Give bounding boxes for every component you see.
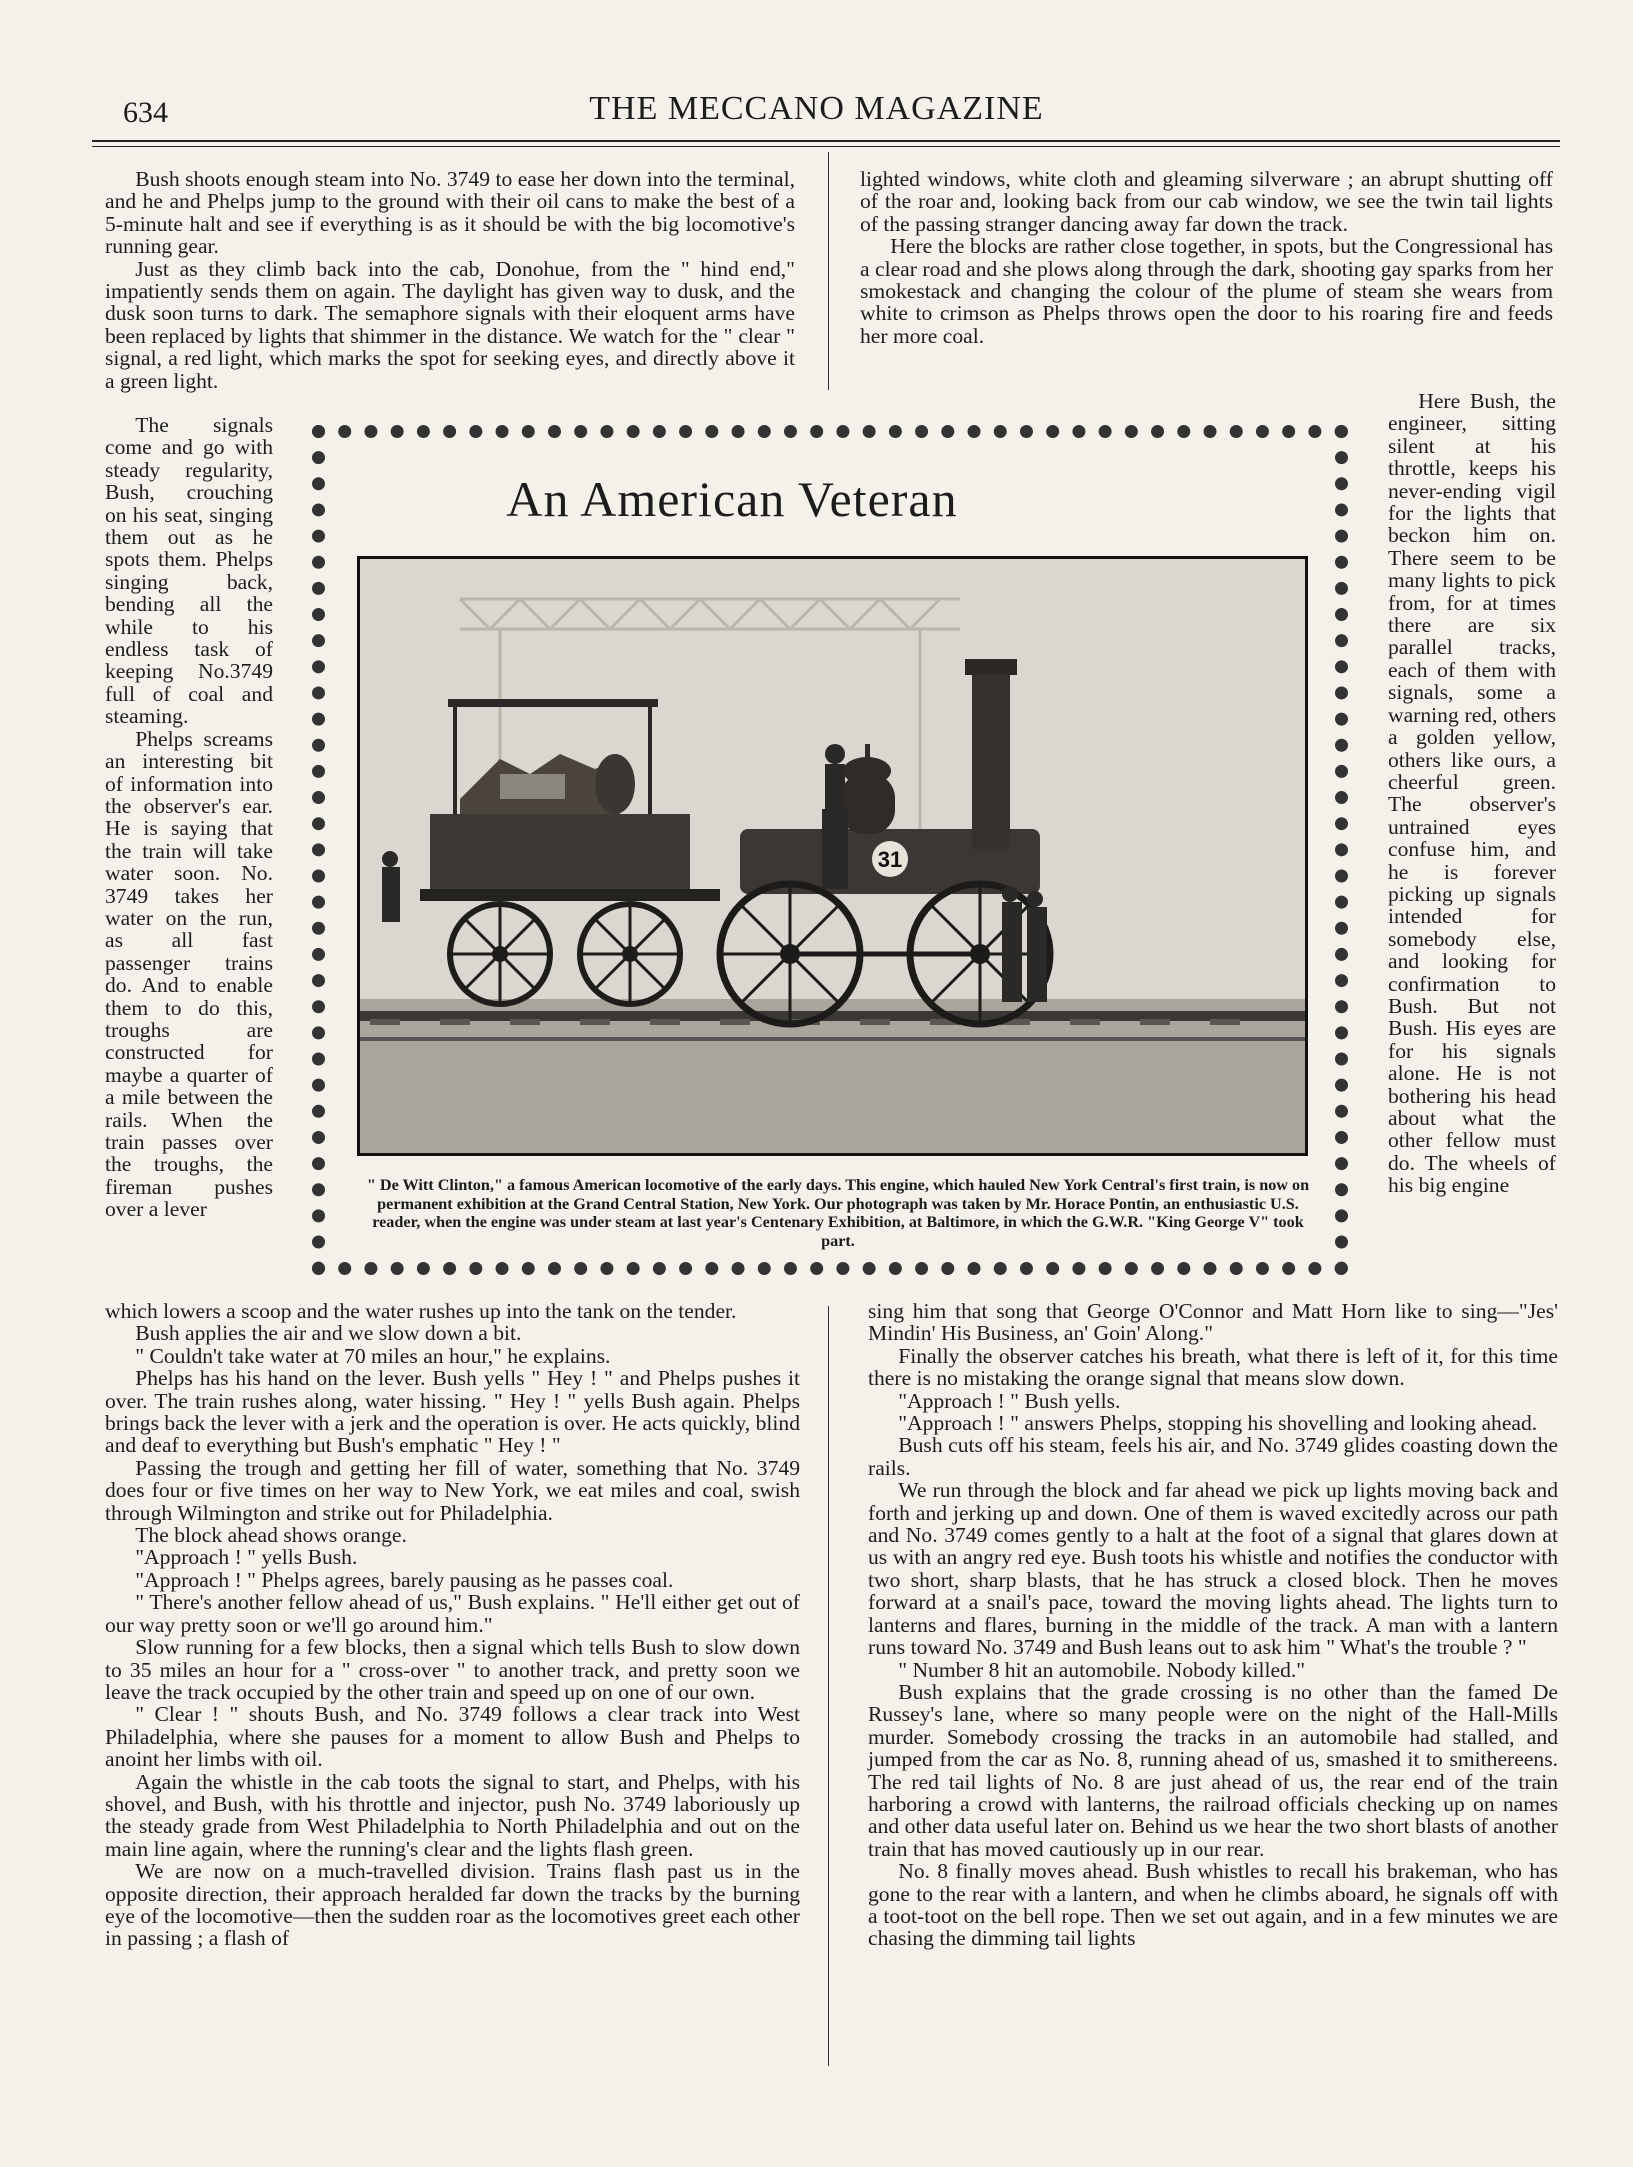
paragraph: The block ahead shows orange. <box>135 1523 407 1548</box>
column1-side-text <box>105 414 273 1221</box>
paragraph: Here Bush, the engineer, sitting silent at his throttle, keeps his never-ending vigil for the lights that beckon him on. There seem to be many lights to pick from, for at times there are six parallel tracks, each of them with signals, some a warning red, others a golden yellow, others like ours, a cheerful green. The observer's untrained eyes confuse him, and he is forever picking up signals intended for somebody else, and looking for confirmation to Bush. But not Bush. His eyes are for his signals alone. He is not bothering his head about what the other fellow must do. The wheels of his big engine <box>1388 389 1556 1198</box>
paragraph: Phelps screams an interesting bit of information into the observer's ear. He is saying that the train will take water soon. No. 3749 takes her water on the run, as all fast passenger trains do. And to enable them to do this, troughs are constructed for maybe a quarter of a mile between the rails. When the train passes over the troughs, the fireman pushes over a lever <box>105 726 273 1222</box>
magazine-title: THE MECCANO MAGAZINE <box>589 90 1044 127</box>
paragraph: Bush cuts off his steam, feels his air, and No. 3749 glides coasting down the rails. <box>868 1433 1558 1480</box>
header-rule-thin <box>92 146 1560 147</box>
page-number: 634 <box>123 96 168 129</box>
column1-bottom-text <box>105 1300 800 1950</box>
paragraph: Finally the observer catches his breath, what there is left of it, for this time there is no mistaking the orange signal that means slow down. <box>868 1343 1558 1391</box>
locomotive-photo <box>357 556 1308 1156</box>
paragraph: No. 8 finally moves ahead. Bush whistles to recall his brakeman, who has gone to the rear with a lantern, and when he climbs aboard, he signals off with a toot-toot on the bell rope. Then we set out again, and in a few minutes we are chasing the dimming tail lights <box>868 1859 1558 1951</box>
paragraph: Bush shoots enough steam into No. 3749 to ease her down into the terminal, and he and Phelps jump to the ground with their oil cans to make the best of a 5-minute halt and see if everything is as it should be with the big locomotive's running gear. <box>105 167 795 259</box>
paragraph: which lowers a scoop and the water rushes up into the tank on the tender. <box>105 1299 737 1323</box>
paragraph: "Approach ! " Bush yells. <box>898 1388 1121 1413</box>
paragraph: Bush explains that the grade crossing is no other than the famed De Russey's lane, where so many people were on the night of the Hall-Mills murder. Somebody crossing the tracks in an automobile had stalled, and jumped from the car as No. 8, running ahead of us, smashed it to smithereens. The red tail lights of No. 8 are just ahead of us, the rear end of the train harboring a crowd with lanterns, the railroad officials checking up on names and other data useful later on. Behind us we hear the two short blasts of another train that has moved cautiously up in our rear. <box>868 1679 1558 1861</box>
paragraph: The signals come and go with steady regularity, Bush, crouching on his seat, singing them out as he spots them. Phelps singing back, bending all the while to his endless task of keeping No.3749 full of coal and steaming. <box>105 413 273 729</box>
paragraph: "Approach ! " answers Phelps, stopping his shovelling and looking ahead. <box>898 1411 1538 1436</box>
paragraph: " Clear ! " shouts Bush, and No. 3749 follows a clear track into West Philadelphia, where she pauses for a moment to allow Bush and Phelps to anoint her limbs with oil. <box>105 1702 800 1772</box>
paragraph: Bush applies the air and we slow down a bit. <box>135 1321 522 1346</box>
column-divider-bottom <box>828 1306 829 2066</box>
paragraph: Passing the trough and getting her fill of water, something that No. 3749 does four or five times on her way to New York, we eat miles and coal, swish through Wilmington and strike out for Philadelphia. <box>105 1455 800 1525</box>
paragraph: " Couldn't take water at 70 miles an hour," he explains. <box>135 1343 611 1368</box>
paragraph: Slow running for a few blocks, then a signal which tells Bush to slow down to 35 miles an hour for a " cross-over " to another track, and pretty soon we leave the track occupied by the other train and speed up on one of our own. <box>105 1635 800 1704</box>
feature-title: An American Veteran <box>506 471 958 527</box>
column-divider-top <box>828 152 829 390</box>
paragraph: Again the whistle in the cab toots the signal to start, and Phelps, with his shovel, and Bush, with his throttle and injector, push No. 3749 laboriously up the steady grade from West Philadelphia to North Philadelphia and out on the main line again, where the running's clear and the lights flash green. <box>105 1769 800 1861</box>
paragraph: We run through the block and far ahead we pick up lights moving back and forth and jerking up and down. One of them is waved excitedly across our path and No. 3749 comes gently to a halt at the foot of a signal that glares down at us with an angry red eye. Bush toots his whistle and notifies the conductor with two short, sharp blasts, that he has struck a closed block. Then he moves forward at a snail's pace, toward the moving lights ahead. The lights turn to lanterns and flares, burning in the middle of the track. A man with a lantern runs toward No. 3749 and Bush leans out to ask him " What's the trouble ? " <box>868 1478 1558 1660</box>
paragraph: Just as they climb back into the cab, Donohue, from the " hind end," impatiently sends them on again. The daylight has given way to dusk, and the dusk soon turns to dark. The semaphore signals with their eloquent arms have been replaced by lights that shimmer in the distance. We watch for the " clear " signal, a red light, which marks the spot for seeking eyes, and directly above it a green light. <box>105 256 795 393</box>
photo-caption: " De Witt Clinton," a famous American locomotive of the early days. This engine, which hauled New York Central's first train, is now on permanent exhibition at the Grand Central Station, New York. Our photograph was taken by Mr. Horace Pontin, an enthusiastic U.S. reader, when the engine was under steam at last year's Centenary Exhibition, at Baltimore, in which the G.W.R. "King George V" took part. <box>366 1176 1310 1250</box>
column1-top-text <box>105 168 795 392</box>
paragraph: "Approach ! " yells Bush. <box>135 1545 358 1570</box>
locomotive-number: 31 <box>877 847 903 872</box>
column2-side-text <box>1388 390 1556 1197</box>
paragraph: " Number 8 hit an automobile. Nobody killed." <box>898 1657 1306 1682</box>
paragraph: Here the blocks are rather close together, in spots, but the Congressional has a clear road and she plows along through the dark, shooting gay sparks from her smokestack and changing the colour of the plume of steam she wears from white to crimson as Phelps throws open the door to his roaring fire and feeds her more coal. <box>860 234 1553 348</box>
paragraph: " There's another fellow ahead of us," Bush explains. " He'll either get out of our way pretty soon or we'll go around him." <box>105 1590 800 1637</box>
header-rule <box>92 140 1560 142</box>
paragraph: Phelps has his hand on the lever. Bush yells " Hey ! " and Phelps pushes it over. The train rushes along, water hissing. " Hey ! " yells Bush again. Phelps brings back the lever with a jerk and the operation is over. He acts quickly, blind and deaf to everything but Bush's emphatic " Hey ! " <box>105 1366 800 1458</box>
column2-bottom-text <box>868 1300 1558 1950</box>
paragraph: We are now on a much-travelled division. Trains flash past us in the opposite direction, their approach heralded far down the tracks by the burning eye of the locomotive—then the sudden roar as the locomotives greet each other in passing ; a flash of <box>105 1859 800 1951</box>
paragraph: lighted windows, white cloth and gleaming silverware ; an abrupt shutting off of the roar and, looking back from our cab window, we see the twin tail lights of the passing stranger dancing away far down the track. <box>860 167 1553 236</box>
paragraph: "Approach ! " Phelps agrees, barely pausing as he passes coal. <box>135 1567 674 1592</box>
column2-top-text <box>860 168 1553 347</box>
paragraph: sing him that song that George O'Connor and Matt Horn like to sing—"Jes' Mindin' His Business, an' Goin' Along." <box>868 1299 1558 1346</box>
